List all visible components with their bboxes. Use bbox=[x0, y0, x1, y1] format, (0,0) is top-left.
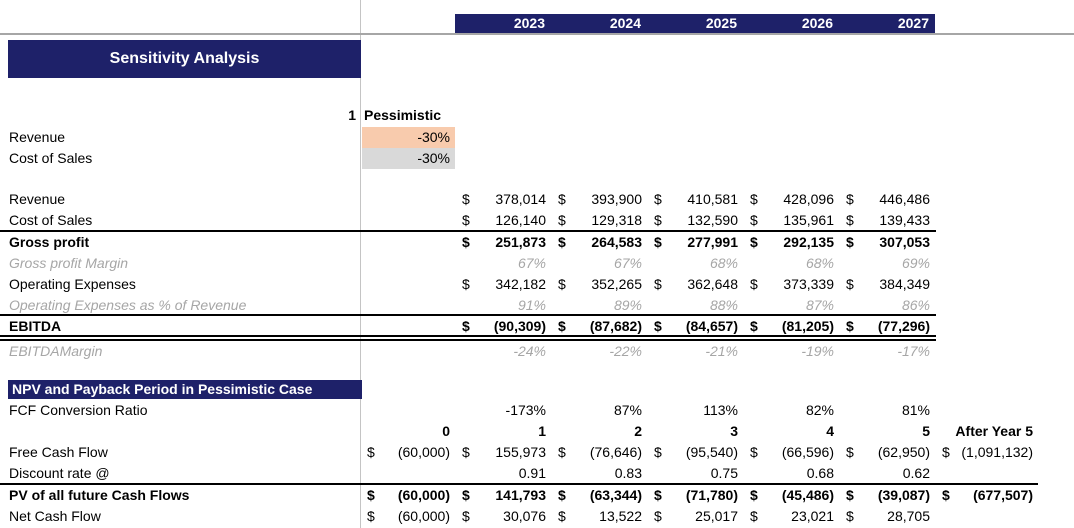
cell-value: 13,522 bbox=[599, 508, 642, 524]
period-header-0: 0 bbox=[442, 423, 450, 439]
cell-value: 277,991 bbox=[687, 234, 738, 250]
cell-oep-2023: 91% bbox=[517, 297, 546, 313]
row-label: Operating Expenses bbox=[9, 276, 136, 292]
cell-cos-2027 bbox=[839, 210, 935, 231]
cell-value: 342,182 bbox=[495, 276, 546, 292]
currency-symbol: $ bbox=[942, 444, 950, 460]
currency-symbol: $ bbox=[846, 318, 854, 334]
cell-value: (71,780) bbox=[685, 487, 738, 503]
cell-value: 251,873 bbox=[495, 234, 546, 250]
row-label: EBITDA bbox=[9, 318, 62, 334]
cell-value: (66,596) bbox=[781, 444, 834, 460]
cell-oe-2025 bbox=[647, 274, 743, 295]
currency-symbol: $ bbox=[654, 508, 662, 524]
currency-symbol: $ bbox=[846, 276, 854, 292]
cell-value: 139,433 bbox=[879, 212, 930, 228]
currency-symbol: $ bbox=[750, 276, 758, 292]
cell-value: 135,961 bbox=[783, 212, 834, 228]
period-header-2: 2 bbox=[634, 423, 642, 439]
currency-symbol: $ bbox=[462, 444, 470, 460]
row-gross-profit-margin bbox=[0, 253, 935, 274]
cell-value: 264,583 bbox=[591, 234, 642, 250]
cell-revenue-2027 bbox=[839, 189, 935, 210]
currency-symbol: $ bbox=[462, 487, 470, 503]
currency-symbol: $ bbox=[654, 318, 662, 334]
row-revenue bbox=[0, 189, 935, 210]
cell-revenue-2025 bbox=[647, 189, 743, 210]
row-discount-rate bbox=[0, 463, 935, 484]
currency-symbol: $ bbox=[462, 276, 470, 292]
currency-symbol: $ bbox=[654, 487, 662, 503]
revenue-adjustment-input[interactable]: -30% bbox=[362, 127, 455, 148]
cell-oe-2027 bbox=[839, 274, 935, 295]
cell-oe-2026 bbox=[743, 274, 839, 295]
cell-cos-2024 bbox=[551, 210, 647, 231]
cell-dr-p3: 0.75 bbox=[710, 465, 738, 481]
cell-pv-p0 bbox=[360, 485, 455, 506]
currency-symbol: $ bbox=[367, 487, 375, 503]
cell-value: 28,705 bbox=[887, 508, 930, 524]
cell-fcf-p1 bbox=[455, 442, 551, 463]
period-header-3: 3 bbox=[730, 423, 738, 439]
row-label: Free Cash Flow bbox=[9, 444, 108, 460]
currency-symbol: $ bbox=[846, 487, 854, 503]
row-label: FCF Conversion Ratio bbox=[9, 402, 148, 418]
cell-value: (95,540) bbox=[685, 444, 738, 460]
cell-oe-2023 bbox=[455, 274, 551, 295]
row-operating-expenses bbox=[0, 274, 935, 295]
year-header: 2024 bbox=[609, 15, 641, 31]
sheet-title-text: Sensitivity Analysis bbox=[109, 50, 260, 67]
currency-symbol: $ bbox=[750, 212, 758, 228]
scenario-revenue-label: Revenue bbox=[9, 129, 66, 145]
currency-symbol: $ bbox=[654, 444, 662, 460]
cell-ebitda-2025 bbox=[647, 316, 743, 337]
cell-value: (81,205) bbox=[781, 318, 834, 334]
row-ebitda bbox=[0, 316, 935, 337]
row-pv-future-cash-flows bbox=[0, 485, 1038, 506]
row-label: Revenue bbox=[9, 191, 66, 207]
cell-gp-2024 bbox=[551, 232, 647, 253]
currency-symbol: $ bbox=[462, 318, 470, 334]
cell-ncf-p5 bbox=[839, 506, 935, 527]
cell-cos-2023 bbox=[455, 210, 551, 231]
cell-fcf-after bbox=[935, 442, 1038, 463]
scenario-index-cell: 1 bbox=[348, 107, 356, 123]
cell-gp-2023 bbox=[455, 232, 551, 253]
scenario-cos-row bbox=[0, 148, 455, 169]
cell-value: 378,014 bbox=[495, 191, 546, 207]
currency-symbol: $ bbox=[462, 234, 470, 250]
cell-revenue-2024 bbox=[551, 189, 647, 210]
cell-ebitdam-2027: -17% bbox=[897, 343, 930, 359]
cell-ncf-p1 bbox=[455, 506, 551, 527]
cell-fcr-2025: 113% bbox=[703, 402, 738, 418]
scenario-revenue-row bbox=[0, 127, 455, 148]
currency-symbol: $ bbox=[367, 508, 375, 524]
cell-gp-2026 bbox=[743, 232, 839, 253]
cell-pv-p3 bbox=[647, 485, 743, 506]
currency-symbol: $ bbox=[558, 487, 566, 503]
row-label: Gross profit Margin bbox=[9, 255, 129, 271]
period-header-4: 4 bbox=[826, 423, 834, 439]
cell-pv-p4 bbox=[743, 485, 839, 506]
cell-fcr-2024: 87% bbox=[613, 402, 642, 418]
cell-dr-p1: 0.91 bbox=[518, 465, 546, 481]
currency-symbol: $ bbox=[558, 191, 566, 207]
currency-symbol: $ bbox=[846, 444, 854, 460]
cell-value: 129,318 bbox=[591, 212, 642, 228]
cell-value: (45,486) bbox=[781, 487, 834, 503]
currency-symbol: $ bbox=[846, 234, 854, 250]
cell-fcf-p3 bbox=[647, 442, 743, 463]
row-fcf-conversion-ratio bbox=[0, 400, 935, 421]
cell-value: 155,973 bbox=[495, 444, 546, 460]
year-header: 2025 bbox=[705, 15, 737, 31]
cell-value: (60,000) bbox=[397, 508, 450, 524]
cell-value: (62,950) bbox=[877, 444, 930, 460]
cell-value: 446,486 bbox=[879, 191, 930, 207]
cell-value: 384,349 bbox=[879, 276, 930, 292]
currency-symbol: $ bbox=[558, 508, 566, 524]
currency-symbol: $ bbox=[942, 487, 950, 503]
cos-adjustment-input[interactable]: -30% bbox=[362, 148, 455, 169]
row-label: EBITDAMargin bbox=[9, 343, 103, 359]
cell-fcf-p5 bbox=[839, 442, 935, 463]
cell-dr-p4: 0.68 bbox=[806, 465, 834, 481]
row-label: Discount rate @ bbox=[9, 465, 110, 481]
cell-value: 410,581 bbox=[687, 191, 738, 207]
cell-ebitda-2026 bbox=[743, 316, 839, 337]
cell-cos-2026 bbox=[743, 210, 839, 231]
currency-symbol: $ bbox=[462, 191, 470, 207]
cell-value: 126,140 bbox=[495, 212, 546, 228]
currency-symbol: $ bbox=[654, 191, 662, 207]
cell-value: (39,087) bbox=[877, 487, 930, 503]
period-header-1: 1 bbox=[538, 423, 546, 439]
cell-value: 362,648 bbox=[687, 276, 738, 292]
cell-value: 141,793 bbox=[495, 487, 546, 503]
currency-symbol: $ bbox=[558, 276, 566, 292]
row-label: PV of all future Cash Flows bbox=[9, 487, 190, 503]
row-free-cash-flow bbox=[0, 442, 1038, 463]
cell-ncf-p0 bbox=[360, 506, 455, 527]
cell-dr-p2: 0.83 bbox=[614, 465, 642, 481]
cell-ebitda-2023 bbox=[455, 316, 551, 337]
cell-oep-2027: 86% bbox=[901, 297, 930, 313]
currency-symbol: $ bbox=[367, 444, 375, 460]
cell-value: (60,000) bbox=[397, 487, 450, 503]
currency-symbol: $ bbox=[558, 318, 566, 334]
cell-gp-2027 bbox=[839, 232, 935, 253]
row-label: Operating Expenses as % of Revenue bbox=[9, 297, 247, 313]
currency-symbol: $ bbox=[750, 487, 758, 503]
currency-symbol: $ bbox=[846, 212, 854, 228]
cell-ebitdam-2026: -19% bbox=[801, 343, 834, 359]
cell-gpm-2026: 68% bbox=[805, 255, 834, 271]
cell-value: 393,900 bbox=[591, 191, 642, 207]
row-opex-pct-revenue bbox=[0, 295, 935, 316]
cell-value: 428,096 bbox=[783, 191, 834, 207]
cell-value: 352,265 bbox=[591, 276, 642, 292]
cell-ebitdam-2024: -22% bbox=[609, 343, 642, 359]
cell-ebitdam-2023: -24% bbox=[513, 343, 546, 359]
scenario-name-cell: Pessimistic bbox=[364, 107, 442, 123]
currency-symbol: $ bbox=[846, 191, 854, 207]
currency-symbol: $ bbox=[654, 276, 662, 292]
cell-value: 292,135 bbox=[783, 234, 834, 250]
currency-symbol: $ bbox=[750, 234, 758, 250]
cell-ncf-p2 bbox=[551, 506, 647, 527]
sheet-title bbox=[8, 40, 361, 78]
cell-value: 307,053 bbox=[879, 234, 930, 250]
cell-gpm-2024: 67% bbox=[613, 255, 642, 271]
cell-pv-after bbox=[935, 485, 1038, 506]
cell-dr-p5: 0.62 bbox=[902, 465, 930, 481]
row-net-cash-flow bbox=[0, 506, 935, 527]
currency-symbol: $ bbox=[846, 508, 854, 524]
cell-value: 132,590 bbox=[687, 212, 738, 228]
cell-oep-2024: 89% bbox=[613, 297, 642, 313]
cell-pv-p5 bbox=[839, 485, 935, 506]
cell-value: (87,682) bbox=[589, 318, 642, 334]
cell-gpm-2025: 68% bbox=[709, 255, 738, 271]
cell-value: 25,017 bbox=[695, 508, 738, 524]
currency-symbol: $ bbox=[750, 318, 758, 334]
cell-ebitda-2024 bbox=[551, 316, 647, 337]
spacer-cell bbox=[0, 421, 360, 442]
row-label: Cost of Sales bbox=[9, 212, 93, 228]
currency-symbol: $ bbox=[750, 444, 758, 460]
period-header-5: 5 bbox=[922, 423, 930, 439]
currency-symbol: $ bbox=[654, 234, 662, 250]
cell-fcr-2027: 81% bbox=[901, 402, 930, 418]
cell-value: (76,646) bbox=[589, 444, 642, 460]
scenario-row bbox=[0, 105, 441, 126]
cell-pv-p2 bbox=[551, 485, 647, 506]
cell-revenue-2026 bbox=[743, 189, 839, 210]
cell-gpm-2027: 69% bbox=[901, 255, 930, 271]
cell-ebitda-2027 bbox=[839, 316, 935, 337]
year-header: 2027 bbox=[897, 15, 929, 31]
currency-symbol: $ bbox=[750, 191, 758, 207]
cell-fcf-p0 bbox=[360, 442, 455, 463]
cell-revenue-2023 bbox=[455, 189, 551, 210]
currency-symbol: $ bbox=[558, 234, 566, 250]
currency-symbol: $ bbox=[558, 212, 566, 228]
cell-gpm-2023: 67% bbox=[517, 255, 546, 271]
row-cost-of-sales bbox=[0, 210, 935, 231]
cell-value: (60,000) bbox=[397, 444, 450, 460]
cell-value: 23,021 bbox=[791, 508, 834, 524]
cell-value: 30,076 bbox=[503, 508, 546, 524]
scenario-cos-label: Cost of Sales bbox=[9, 150, 93, 166]
currency-symbol: $ bbox=[750, 508, 758, 524]
year-header-row bbox=[455, 14, 935, 33]
currency-symbol: $ bbox=[462, 508, 470, 524]
currency-symbol: $ bbox=[558, 444, 566, 460]
cell-fcr-2023: -173% bbox=[505, 402, 546, 418]
cell-value: (84,657) bbox=[685, 318, 738, 334]
period-header-after: After Year 5 bbox=[955, 423, 1033, 439]
cell-ebitdam-2025: -21% bbox=[705, 343, 738, 359]
row-label: Net Cash Flow bbox=[9, 508, 101, 524]
row-label: Gross profit bbox=[9, 234, 90, 250]
row-ebitda-margin bbox=[0, 341, 935, 362]
currency-symbol: $ bbox=[462, 212, 470, 228]
cell-pv-p1 bbox=[455, 485, 551, 506]
cell-ncf-p4 bbox=[743, 506, 839, 527]
cell-value: (77,296) bbox=[877, 318, 930, 334]
year-header: 2023 bbox=[513, 15, 545, 31]
cell-fcf-p4 bbox=[743, 442, 839, 463]
header-divider-line bbox=[0, 33, 1074, 35]
cell-value: 373,339 bbox=[783, 276, 834, 292]
cell-value: (90,309) bbox=[493, 318, 546, 334]
currency-symbol: $ bbox=[654, 212, 662, 228]
cell-value: (63,344) bbox=[589, 487, 642, 503]
cell-value: (1,091,132) bbox=[961, 444, 1033, 460]
cell-cos-2025 bbox=[647, 210, 743, 231]
cell-fcr-2026: 82% bbox=[805, 402, 834, 418]
row-gross-profit bbox=[0, 232, 935, 253]
npv-section-header: NPV and Payback Period in Pessimistic Case bbox=[8, 380, 362, 399]
cell-ncf-p3 bbox=[647, 506, 743, 527]
cell-oep-2026: 87% bbox=[805, 297, 834, 313]
cell-gp-2025 bbox=[647, 232, 743, 253]
cell-fcf-p2 bbox=[551, 442, 647, 463]
cell-value: (677,507) bbox=[973, 487, 1033, 503]
year-header: 2026 bbox=[801, 15, 833, 31]
row-periods bbox=[0, 421, 1038, 442]
cell-oe-2024 bbox=[551, 274, 647, 295]
cell-oep-2025: 88% bbox=[709, 297, 738, 313]
